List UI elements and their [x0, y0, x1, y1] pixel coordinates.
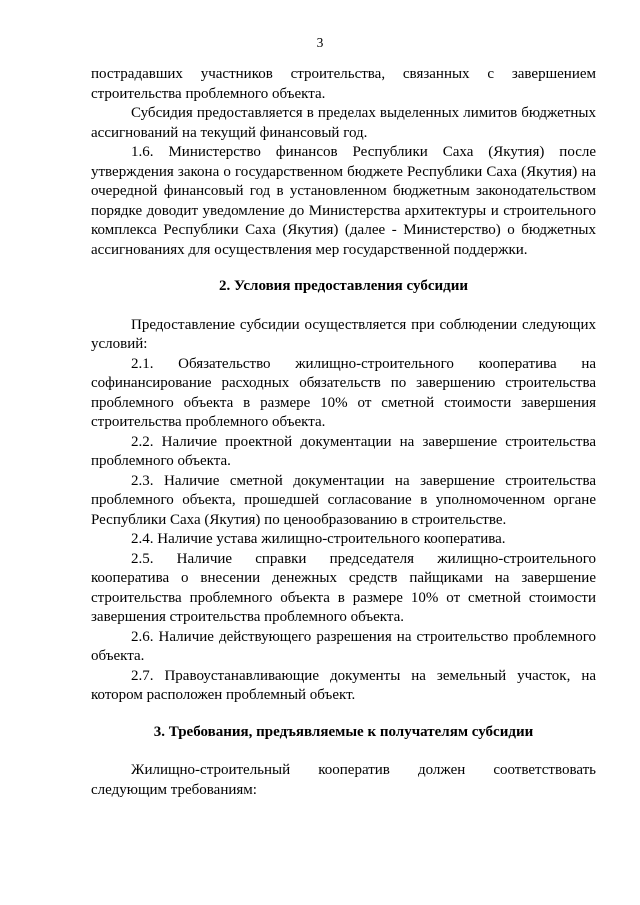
paragraph: Жилищно-строительный кооператив должен соответствовать следующим требованиям: — [91, 762, 596, 798]
paragraph: 1.6. Министерство финансов Республики Саха (Якутия) после утверждения закона о государственном бюджете Республики Саха (Якутия) на очередной финансовый год в установленном бюджетным законодательством порядке доводит уведомление до Министерства архитектуры и строительного комплекса Республики Саха (Якутия) (далее - Министерство) о бюджетных ассигнованиях для осуществления мер государственной поддержки. — [91, 144, 596, 258]
page-number: 3 — [316, 35, 324, 50]
section-heading: 3. Требования, предъявляемые к получателям субсидии — [153, 723, 534, 740]
paragraph: Предоставление субсидии осуществляется при соблюдении следующих условий: — [91, 316, 596, 352]
paragraph: Субсидия предоставляется в пределах выделенных лимитов бюджетных ассигнований на текущий финансовый год. — [91, 105, 596, 141]
paragraph: 2.6. Наличие действующего разрешения на строительство проблемного объекта. — [91, 628, 596, 664]
paragraph: 2.1. Обязательство жилищно-строительного кооператива на софинансирование расходных обязательств по завершению строительства проблемного объекта в размере 10% от сметной стоимости завершения строительства проблемного объекта. — [91, 355, 596, 430]
paragraph: 2.4. Наличие устава жилищно-строительного кооператива. — [131, 531, 506, 547]
spacer — [91, 742, 596, 761]
spacer — [91, 260, 596, 277]
document-body — [91, 65, 596, 800]
spacer — [91, 706, 596, 723]
paragraph: 2.5. Наличие справки председателя жилищно-строительного кооператива о внесении денежных средств пайщиками на завершение строительства проблемного объекта в размере 10% от сметной стоимости завершения строительства проблемного объекта. — [91, 550, 596, 625]
paragraph: 2.7. Правоустанавливающие документы на земельный участок, на котором расположен проблемный объект. — [91, 667, 596, 703]
paragraph: 2.3. Наличие сметной документации на завершение строительства проблемного объекта, прошедшей согласование в уполномоченном органе Республики Саха (Якутия) по ценообразованию в строительстве. — [91, 472, 596, 528]
paragraph: 2.2. Наличие проектной документации на завершение строительства проблемного объекта. — [91, 433, 596, 469]
section-heading: 2. Условия предоставления субсидии — [218, 278, 468, 294]
paragraph: пострадавших участников строительства, связанных с завершением строительства проблемного объекта. — [91, 66, 596, 102]
spacer — [91, 297, 596, 316]
